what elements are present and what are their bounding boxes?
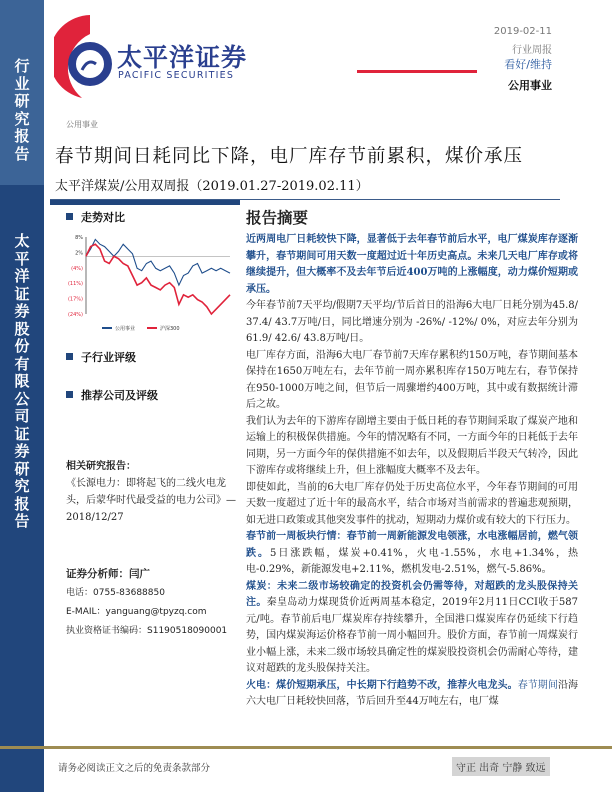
sidebar-bottom bbox=[0, 185, 44, 792]
y-tick-label: (24%) bbox=[67, 312, 83, 318]
related-report-link[interactable]: 《长源电力：即将起飞的二线火电龙头，后蒙华时代最受益的电力公司》—2018/12/27 bbox=[66, 478, 236, 523]
sidebar-top bbox=[0, 0, 44, 185]
analyst-email[interactable]: E-MAIL：yanguang@tpyzq.com bbox=[66, 607, 207, 617]
company-title: 推荐公司及评级 bbox=[81, 389, 158, 402]
section-bar bbox=[50, 200, 240, 205]
bullet-icon bbox=[66, 391, 73, 398]
rating-underline bbox=[357, 70, 477, 73]
summary-section bbox=[246, 208, 578, 711]
sector-heading: 春节前一周板块行情：春节前一周新能源发电领涨，水电涨幅居前，燃气领跌。 bbox=[246, 531, 578, 559]
y-tick-label: 2% bbox=[75, 250, 83, 257]
report-date: 2019-02-11 bbox=[493, 26, 552, 37]
sidebar-top-label: 行业研究报告 bbox=[14, 57, 30, 163]
page-subtitle: 太平洋煤炭/公用双周报（2019.01.27-2019.02.11） bbox=[55, 179, 369, 194]
series-line bbox=[86, 244, 230, 314]
page-title: 春节期间日耗同比下降，电厂库存节前累积，煤价承压 bbox=[55, 146, 524, 167]
thermal-heading: 火电：煤价短期承压，中长期下行趋势不改，推荐火电龙头。 bbox=[246, 679, 518, 691]
summary-heading: 报告摘要 bbox=[246, 208, 309, 227]
trend-heading bbox=[66, 209, 125, 225]
y-tick-label: 8% bbox=[75, 235, 83, 241]
analyst-heading: 证券分析师：闫广 bbox=[66, 568, 150, 580]
category-label: 公用事业 bbox=[66, 120, 98, 129]
sidebar-bottom-label: 太平洋证券股份有限公司证券研究报告 bbox=[14, 232, 30, 530]
thermal-blue-text: 春节期间 bbox=[517, 679, 558, 691]
logo-name-en: PACIFIC SECURITIES bbox=[118, 70, 235, 81]
industry: 公用事业 bbox=[508, 79, 552, 92]
sector-text: 5日涨跌幅，煤炭+0.41%，火电-1.55%，水电+1.34%，热电-0.29%，新能源发电+2.11%，燃机发电-2.51%，燃气-5.86%。 bbox=[246, 547, 579, 575]
coal-heading: 煤炭：未来二级市场较确定的投资机会仍需等待，对超跌的龙头股保持关注。 bbox=[246, 580, 578, 608]
y-tick-label: (4%) bbox=[71, 265, 83, 272]
subindustry-title: 子行业评级 bbox=[81, 351, 136, 364]
related-reports bbox=[66, 458, 238, 526]
summary-paragraph: 我们认为去年的下游库存剧增主要由于低日耗的春节期间采取了煤炭产地和运输上的积极保供措施。今年的情况略有不同，一方面今年的日耗低于去年同期，另一方面今年的保供措施不如去年，以及假期后半段天气转冷，因此下游库存或将继续上升，但上涨幅度大概率不及去年。 bbox=[246, 415, 578, 476]
subindustry-heading bbox=[66, 349, 136, 365]
rating: 看好/维持 bbox=[504, 58, 552, 71]
logo-icon bbox=[54, 12, 114, 102]
summary-paragraph bbox=[246, 678, 578, 711]
summary-highlight: 近两周电厂日耗较快下降，显著低于去年春节前后水平，电厂煤炭库存逐渐攀升，春节期间可用天数一度超过近十年历史高点。未来几天电厂库存或将继续提升，但大概率不及去年节后近400万吨的上涨幅度，动力煤价短期或承压。 bbox=[246, 234, 578, 295]
report-type: 行业周报 bbox=[512, 45, 552, 56]
related-heading: 相关研究报告： bbox=[66, 461, 136, 472]
company-heading bbox=[66, 387, 158, 403]
logo-name-cn: 太平洋证券 bbox=[117, 43, 248, 72]
footer-motto: 守正 出奇 宁静 致远 bbox=[452, 757, 550, 776]
legend-label: 沪深300 bbox=[160, 326, 180, 332]
analyst-info bbox=[66, 565, 238, 641]
summary-paragraph: 电厂库存方面，沿海6大电厂春节前7天库存累积约150万吨，春节期间基本保持在1650万吨左右，去年节前一周亦累积库存150万吨左右，春节保持在950-1000万吨之间，但节后一周骤增约400万吨，其中或有数据统计滞后之故。 bbox=[246, 349, 578, 410]
analyst-license: 执业资格证书编码：S1190518090001 bbox=[66, 626, 228, 636]
y-tick-label: (17%) bbox=[67, 296, 83, 303]
summary-paragraph: 即使如此，当前的6大电厂库存仍处于历史高位水平，今年春节期间的可用天数一度超过了近十年的最高水平，结合市场对当前需求的普遍悲观预期，如无进口政策或其他突发事件的扰动，短期动力煤价或有较大的下行压力。 bbox=[246, 481, 578, 526]
thermal-text: 沿海六大电厂日耗较快回落，节后回升至44万吨左右，电厂煤 bbox=[246, 679, 578, 707]
bullet-icon bbox=[66, 213, 73, 220]
analyst-phone: 电话：0755-83688850 bbox=[66, 588, 165, 598]
footer-line bbox=[0, 746, 612, 749]
trend-chart bbox=[60, 228, 240, 338]
trend-title: 走势对比 bbox=[81, 211, 125, 224]
y-tick-label: (11%) bbox=[67, 281, 83, 288]
legend-label: 公用事业 bbox=[115, 326, 136, 332]
summary-paragraph bbox=[246, 579, 578, 678]
coal-text: 秦皇岛动力煤现货价近两周基本稳定，2019年2月11日CCI收于587元/吨。春节前后电厂煤炭库存持续攀升，全国港口煤炭库存仍延续下行趋势，国内煤炭海运价格春节前一周小幅回升。股价方面，春节前一周煤炭行业小幅上涨，未来二级市场较具确定性的煤炭股投资机会仍需耐心等待，建议对超跌的龙头股保持关注。 bbox=[246, 597, 578, 674]
footer-disclaimer: 请务必阅读正文之后的免责条款部分 bbox=[58, 763, 211, 774]
bullet-icon bbox=[66, 353, 73, 360]
summary-paragraph: 今年春节前7天平均/假期7天平均/节后首日的沿海6大电厂日耗分别为45.8/ 37.4/ 43.7万吨/日，同比增速分别为 -26%/ -12%/ 0%，对应去年分别为61.9/ 42.6/ 43.8万吨/日。 bbox=[246, 300, 578, 344]
summary-paragraph bbox=[246, 529, 578, 579]
